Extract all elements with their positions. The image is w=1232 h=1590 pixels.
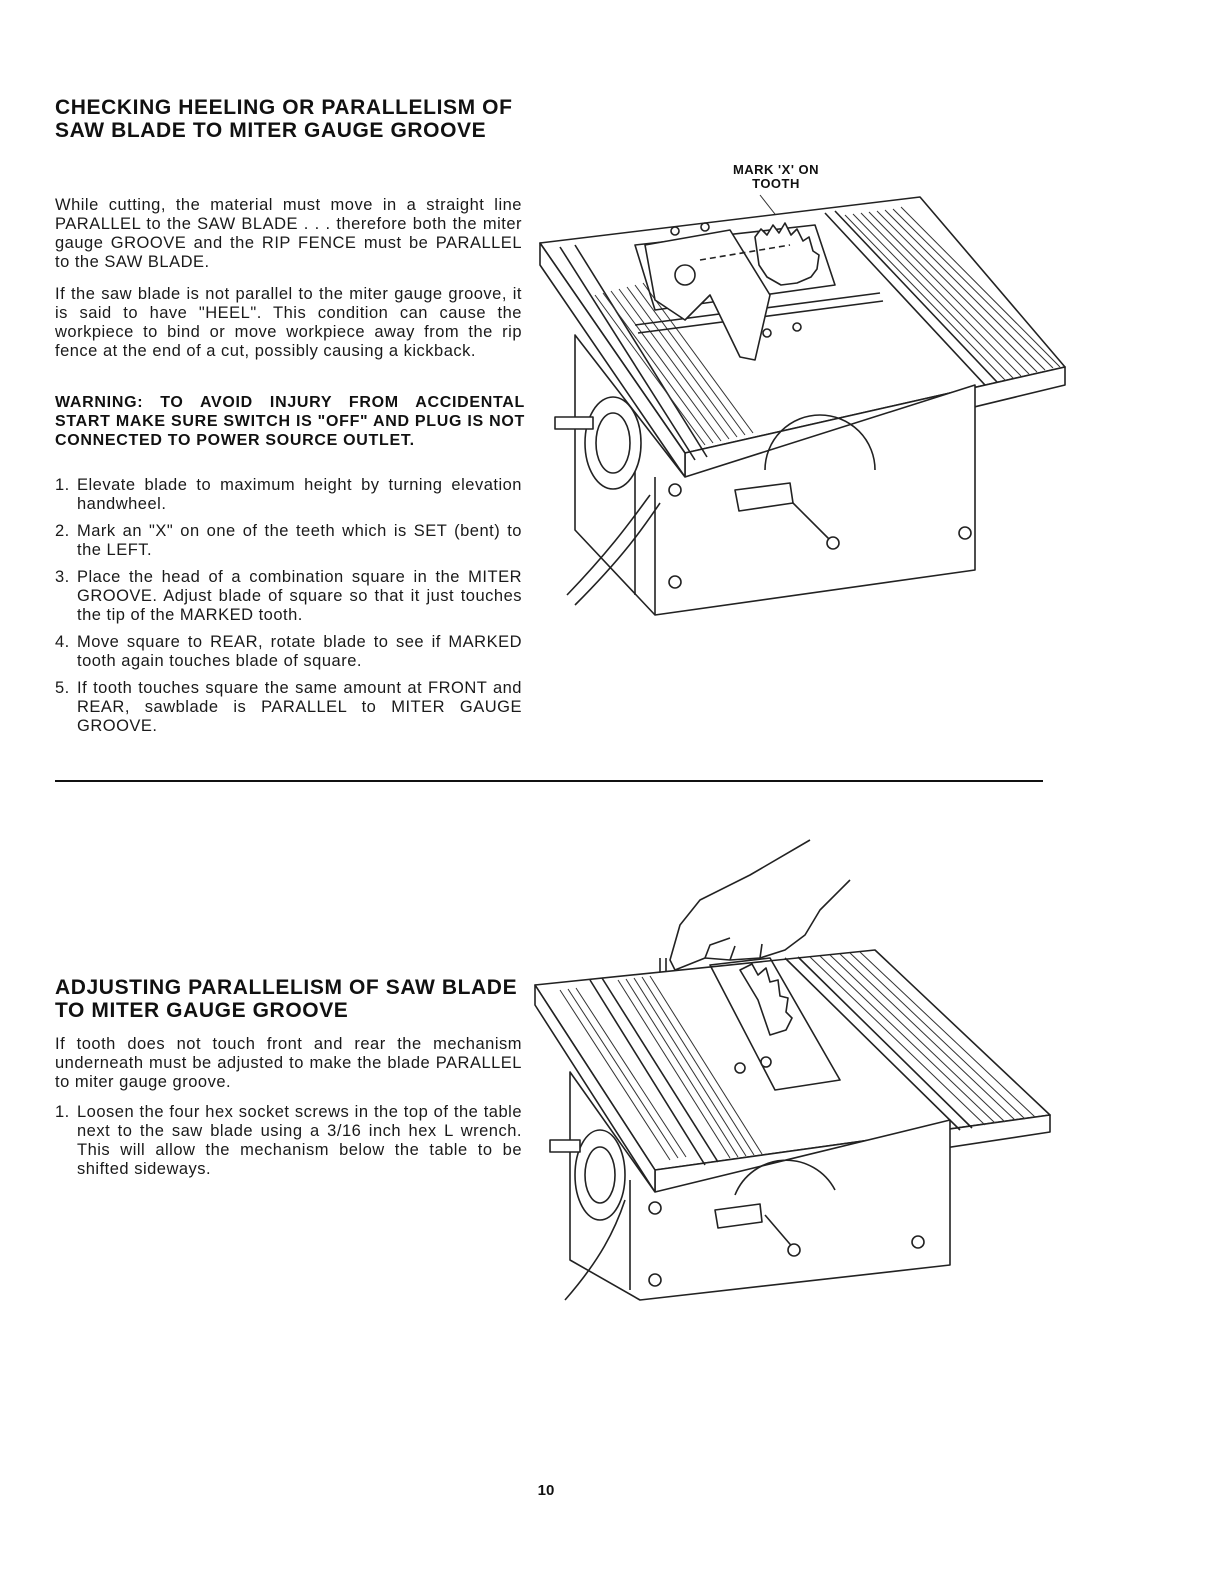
step-item <box>55 679 522 736</box>
table-saw-hex-wrench-illustration <box>530 840 1060 1310</box>
step-number: 5. <box>55 679 70 697</box>
step-text: If tooth touches square the same amount at FRONT and REAR, sawblade is PARALLEL to MITER GAUGE GROOVE. <box>77 679 522 735</box>
figure-label-line-2: TOOTH <box>752 176 800 191</box>
step-item <box>55 1103 522 1179</box>
section-1-intro: While cutting, the material must move in a straight line PARALLEL to the SAW BLADE . . . therefore both the miter gauge GROOVE and the RIP FENCE must be PARALLEL to the SAW BLADE. <box>55 196 522 271</box>
step-number: 1. <box>55 476 70 494</box>
section-2-steps <box>55 1103 522 1187</box>
step-item <box>55 633 522 671</box>
section-1-heel-text: If the saw blade is not parallel to the miter gauge groove, it is said to have "HEEL". This condition can cause the workpiece to bind or move workpiece away from the rip fence at the end of a cut, possibly causing a kickback. <box>55 285 522 360</box>
section-1-steps <box>55 476 522 744</box>
step-number: 2. <box>55 522 70 540</box>
step-item <box>55 476 522 514</box>
step-text: Move square to REAR, rotate blade to see if MARKED tooth again touches blade of square. <box>77 633 522 670</box>
step-item <box>55 522 522 560</box>
step-text: Elevate blade to maximum height by turning elevation handwheel. <box>77 476 522 513</box>
step-number: 1. <box>55 1103 70 1121</box>
page-number: 10 <box>537 1482 555 1499</box>
figure-label-line-1: MARK 'X' ON <box>732 162 820 177</box>
step-number: 3. <box>55 568 70 586</box>
step-text: Place the head of a combination square in the MITER GROOVE. Adjust blade of square so that it just touches the tip of the MARKED tooth. <box>77 568 522 624</box>
step-text: Mark an "X" on one of the teeth which is SET (bent) to the LEFT. <box>77 522 522 559</box>
section-2-title: ADJUSTING PARALLELISM OF SAW BLADE TO MITER GAUGE GROOVE <box>55 976 518 1022</box>
warning-text: WARNING: TO AVOID INJURY FROM ACCIDENTAL START MAKE SURE SWITCH IS "OFF" AND PLUG IS NOT CONNECTED TO POWER SOURCE OUTLET. <box>55 394 525 449</box>
section-2-intro: If tooth does not touch front and rear the mechanism underneath must be adjusted to make the blade PARALLEL to miter gauge groove. <box>55 1035 522 1091</box>
section-divider <box>55 780 1043 782</box>
step-text: Loosen the four hex socket screws in the top of the table next to the saw blade using a 3/16 inch hex L wrench. This will allow the mechanism below the table to be shifted sideways. <box>77 1103 522 1178</box>
step-item <box>55 568 522 625</box>
section-1-title: CHECKING HEELING OR PARALLELISM OF SAW BLADE TO MITER GAUGE GROOVE <box>55 96 513 142</box>
step-number: 4. <box>55 633 70 651</box>
table-saw-with-square-illustration <box>535 185 1075 625</box>
